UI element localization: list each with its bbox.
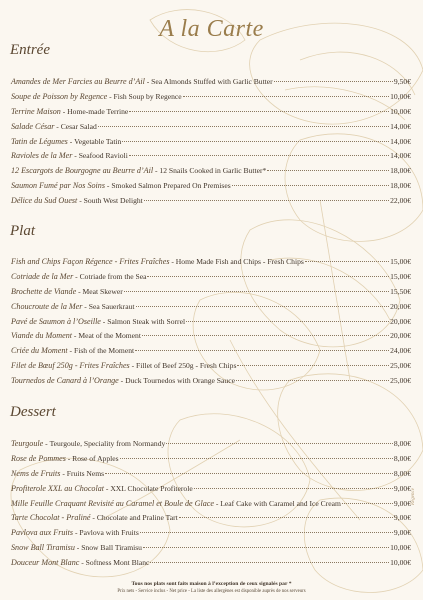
dish-name-en: Meat Skewer <box>82 286 123 296</box>
dish-name-fr: Amandes de Mer Farcies au Beurre d’Ail <box>11 77 145 86</box>
dish-price: 10,00€ <box>390 558 411 568</box>
dish-name-en: Fish of the Moment <box>73 346 135 356</box>
dish-price: 20,00€ <box>390 301 411 311</box>
dish-name-fr: Snow Ball Tiramisu <box>11 543 75 553</box>
dish-name-fr: Saumon Fumé par Nos Soins <box>11 181 105 191</box>
dot-leader <box>129 111 389 112</box>
dish-price: 8,00€ <box>393 439 411 448</box>
dot-leader <box>140 532 393 533</box>
dish-name-en: Leaf Cake with Caramel and Ice Cream <box>220 498 341 508</box>
section-title-entree: Entrée <box>10 42 50 58</box>
dish-name-fr: Rose de Pommes <box>11 453 66 463</box>
dot-leader <box>305 261 389 262</box>
menu-item: Tatin de Légumes - Vegetable Tatin 14,00€ <box>11 135 411 150</box>
menu-item: Brochette de Viande - Meat Skewer 15,50€ <box>11 285 411 300</box>
dot-leader <box>150 562 389 563</box>
dish-name-en: Fruits Nems <box>66 468 105 478</box>
dot-leader <box>267 170 389 171</box>
dot-leader <box>105 473 393 474</box>
dish-name-en: Home Made Fish and Chips - Fresh Chips <box>175 257 304 266</box>
dot-leader <box>237 365 389 366</box>
dot-leader <box>194 488 393 489</box>
menu-item: 12 Escargots de Bourgogne au Beurre d’Ail - 12 Snails Cooked in Garlic Butter* 18,00€ <box>11 164 411 179</box>
menu-item: Terrine Maison - Home-made Terrine 10,00€ <box>11 105 411 120</box>
dot-leader <box>124 291 389 292</box>
dish-price: 14,00€ <box>390 136 411 146</box>
dish-price: 10,00€ <box>390 543 411 553</box>
dish-name-fr: Salade César <box>11 121 55 131</box>
dot-leader <box>120 458 393 459</box>
dish-price: 8,00€ <box>393 453 411 463</box>
dish-name-fr: Brochette de Viande <box>11 286 77 296</box>
dot-leader <box>236 380 389 381</box>
menu-item: Criée du Moment - Fish of the Moment 24,00€ <box>11 344 411 359</box>
dish-price: 14,00€ <box>390 121 411 131</box>
dish-price: 9,00€ <box>393 498 411 508</box>
menu-list-entree <box>11 75 411 209</box>
dish-price: 14,00€ <box>390 151 411 161</box>
menu-item: Pavé de Saumon à l’Oseille - Salmon Steak with Sorrel 20,00€ <box>11 315 411 330</box>
dish-name-en: Chocolate and Praline Tart <box>96 513 178 523</box>
dot-leader <box>274 81 393 82</box>
dish-name-fr: Cotriade de la Mer <box>11 271 74 281</box>
dish-name-fr: Nems de Fruits <box>11 468 61 478</box>
dot-leader <box>129 155 389 156</box>
dot-leader <box>135 350 389 351</box>
dish-price: 18,00€ <box>390 166 411 176</box>
dish-price: 25,00€ <box>390 376 411 386</box>
dish-price: 10,00€ <box>390 106 411 116</box>
section-title-plat: Plat <box>10 223 35 239</box>
dish-price: 9,00€ <box>393 513 411 523</box>
artist-signature: Régence <box>411 488 416 505</box>
dot-leader <box>143 547 389 548</box>
dish-name-fr: Teurgoule <box>11 439 44 448</box>
dish-name-fr: Mille Feuille Craquant Revisité au Caramel et Boule de Glace <box>11 498 214 508</box>
dish-name-fr: Criée du Moment <box>11 346 68 356</box>
footer-note: Tous nos plats sont faits maison à l’exception de ceux signalés par * <box>131 581 292 587</box>
menu-item: Amandes de Mer Farcies au Beurre d’Ail - Sea Almonds Stuffed with Garlic Butter 9,50€ <box>11 75 411 90</box>
dish-price: 15,00€ <box>390 257 411 266</box>
dish-name-en: XXL Chocolate Profiterole <box>110 483 193 493</box>
dish-price: 22,00€ <box>390 196 411 206</box>
dish-name-en: Snow Ball Tiramisu <box>81 543 142 553</box>
dot-leader <box>147 276 389 277</box>
dot-leader <box>166 443 393 444</box>
dot-leader <box>232 185 389 186</box>
dot-leader <box>142 335 389 336</box>
dish-name-fr: Pavlova aux Fruits <box>11 528 74 538</box>
dish-price: 9,00€ <box>393 483 411 493</box>
dish-price: 18,00€ <box>390 181 411 191</box>
dot-leader <box>98 126 389 127</box>
dish-name-fr: Tournedos de Canard à l’Orange <box>11 376 119 386</box>
dish-price: 20,00€ <box>390 316 411 326</box>
dish-name-en: Sea Almonds Stuffed with Garlic Butter <box>151 77 273 86</box>
dish-name-en: Home-made Terrine <box>67 106 129 116</box>
menu-item: Tarte Chocolat - Praliné - Chocolate and Praline Tart 9,00€ <box>11 511 411 526</box>
dish-name-en: Smoked Salmon Prepared On Premises <box>111 181 231 191</box>
dish-name-fr: 12 Escargots de Bourgogne au Beurre d’Ail <box>11 166 154 176</box>
dish-price: 24,00€ <box>390 346 411 356</box>
menu-item: Fish and Chips Façon Régence - Frites Fraîches - Home Made Fish and Chips - Fresh Chips 15,00€ <box>11 255 411 270</box>
dish-name-en: Seafood Ravioli <box>78 151 128 161</box>
dish-name-en: Cesar Salad <box>60 121 97 131</box>
dot-leader <box>136 306 390 307</box>
dot-leader <box>144 200 389 201</box>
menu-item: Profiterole XXL au Chocolat - XXL Chocolate Profiterole 9,00€ <box>11 482 411 497</box>
dish-price: 8,00€ <box>393 468 411 478</box>
dish-name-en: Vegetable Tatin <box>74 136 122 146</box>
menu-item: Mille Feuille Craquant Revisité au Caramel et Boule de Glace - Leaf Cake with Caramel and Ice Cream 9,00€ <box>11 497 411 512</box>
dish-name-en: Softness Mont Blanc <box>85 558 150 568</box>
menu-item: Saumon Fumé par Nos Soins - Smoked Salmon Prepared On Premises 18,00€ <box>11 179 411 194</box>
dish-name-fr: Tarte Chocolat - Praliné <box>11 513 91 523</box>
dish-price: 9,50€ <box>393 77 411 86</box>
menu-footer <box>0 580 423 595</box>
menu-item: Teurgoule - Teurgoule, Speciality from Normandy 8,00€ <box>11 437 411 452</box>
menu-list-dessert <box>11 437 411 571</box>
dish-name-fr: Viande du Moment <box>11 331 72 341</box>
menu-item: Cotriade de la Mer - Cotriade from the Sea 15,00€ <box>11 270 411 285</box>
dot-leader <box>122 141 389 142</box>
dish-name-fr: Délice du Sud Ouest <box>11 196 78 206</box>
dish-price: 15,50€ <box>390 286 411 296</box>
dish-name-en: Rose of Apples <box>72 453 119 463</box>
dish-name-en: Duck Tournedos with Orange Sauce <box>125 376 235 386</box>
menu-item: Rose de Pommes - Rose of Apples 8,00€ <box>11 452 411 467</box>
dish-name-en: 12 Snails Cooked in Garlic Butter* <box>159 166 267 176</box>
dish-name-fr: Choucroute de la Mer <box>11 301 83 311</box>
dish-name-en: Pavlova with Fruits <box>79 528 139 538</box>
section-title-dessert: Dessert <box>10 404 56 420</box>
dish-name-en: Sea Sauerkraut <box>88 301 135 311</box>
menu-item: Douceur Mont Blanc - Softness Mont Blanc 10,00€ <box>11 556 411 571</box>
dish-name-en: Teurgoule, Speciality from Normandy <box>49 439 166 448</box>
dish-name-en: South West Delight <box>83 196 143 206</box>
menu-item: Choucroute de la Mer - Sea Sauerkraut 20,00€ <box>11 300 411 315</box>
dish-name-en: Cotriade from the Sea <box>79 271 147 281</box>
dot-leader <box>183 96 389 97</box>
menu-item: Soupe de Poisson by Regence - Fish Soup by Regence 10,00€ <box>11 90 411 105</box>
dish-name-en: Fish Soup by Regence <box>113 91 182 101</box>
dish-name-fr: Terrine Maison <box>11 106 61 116</box>
dish-price: 10,00€ <box>390 91 411 101</box>
dish-price: 9,00€ <box>393 528 411 538</box>
dish-name-fr: Fish and Chips Façon Régence - Frites Fraîches <box>11 257 170 266</box>
menu-item: Ravioles de la Mer - Seafood Ravioli 14,00€ <box>11 149 411 164</box>
dot-leader <box>342 503 393 504</box>
dish-name-en: Meat of the Moment <box>78 331 141 341</box>
menu-item: Salade César - Cesar Salad 14,00€ <box>11 120 411 135</box>
dish-price: 20,00€ <box>390 331 411 341</box>
dish-name-fr: Profiterole XXL au Chocolat <box>11 483 104 493</box>
menu-item: Délice du Sud Ouest - South West Delight 22,00€ <box>11 194 411 209</box>
menu-item: Snow Ball Tiramisu - Snow Ball Tiramisu 10,00€ <box>11 541 411 556</box>
dish-name-fr: Douceur Mont Blanc <box>11 558 80 568</box>
dish-name-fr: Ravioles de la Mer <box>11 151 73 161</box>
dish-price: 25,00€ <box>390 361 411 371</box>
footer-legal: Prix nets - Service inclus - Net price - La liste des allergènes est disponible auprès de nos serveurs <box>117 589 306 594</box>
menu-item: Nems de Fruits - Fruits Nems 8,00€ <box>11 467 411 482</box>
dish-name-en: Fillet of Beef 250g - Fresh Chips <box>136 361 237 371</box>
dish-name-fr: Tatin de Légumes <box>11 136 68 146</box>
menu-item: Viande du Moment - Meat of the Moment 20,00€ <box>11 329 411 344</box>
menu-title: A la Carte <box>159 16 264 42</box>
dot-leader <box>179 517 393 518</box>
menu-list-plat <box>11 255 411 389</box>
dish-name-en: Salmon Steak with Sorrel <box>107 316 186 326</box>
dish-name-fr: Pavé de Saumon à l’Oseille <box>11 316 101 326</box>
menu-item: Filet de Bœuf 250g - Frites Fraîches - Fillet of Beef 250g - Fresh Chips 25,00€ <box>11 359 411 374</box>
dish-name-fr: Soupe de Poisson by Regence <box>11 91 108 101</box>
dish-price: 15,00€ <box>390 271 411 281</box>
dish-name-fr: Filet de Bœuf 250g - Frites Fraîches <box>11 361 130 371</box>
dot-leader <box>186 321 389 322</box>
menu-item: Tournedos de Canard à l’Orange - Duck Tournedos with Orange Sauce 25,00€ <box>11 374 411 389</box>
menu-item: Pavlova aux Fruits - Pavlova with Fruits 9,00€ <box>11 526 411 541</box>
